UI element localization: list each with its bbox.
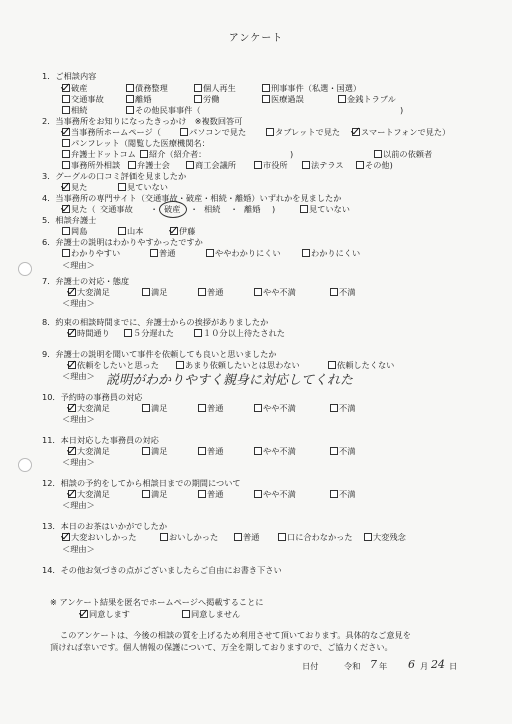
checkbox-checked[interactable] xyxy=(68,288,76,296)
binder-hole xyxy=(18,262,32,276)
checkbox[interactable] xyxy=(254,161,262,169)
checkbox-checked[interactable] xyxy=(62,128,70,136)
q1-option[interactable]: 交通事故 xyxy=(62,95,104,103)
q7-reason-label: ＜理由＞ xyxy=(62,298,95,308)
binder-hole xyxy=(18,458,32,472)
q2-option-pc[interactable]: パソコンで見た xyxy=(180,128,246,136)
checkbox[interactable] xyxy=(206,249,214,257)
checkbox[interactable] xyxy=(186,161,194,169)
checkbox[interactable] xyxy=(180,128,188,136)
q8-option[interactable]: ５分遅れた xyxy=(124,329,174,337)
q2-option-outside[interactable]: 事務所外相談 xyxy=(62,161,120,169)
checkbox[interactable] xyxy=(118,227,126,235)
q5-option[interactable]: 山本 xyxy=(118,227,143,235)
checkbox-checked[interactable] xyxy=(170,227,178,235)
checkbox[interactable] xyxy=(126,84,134,92)
checkbox-checked[interactable] xyxy=(68,447,76,455)
q11-option[interactable]: 大変満足 xyxy=(68,447,110,455)
checkbox[interactable] xyxy=(194,84,202,92)
q1-option[interactable]: 個人再生 xyxy=(194,84,236,92)
checkbox-checked[interactable] xyxy=(68,404,76,412)
q8-label: 8．約束の相談時間までに、弁護士からの挨拶がありましたか xyxy=(42,317,269,327)
checkbox[interactable] xyxy=(330,447,338,455)
q3-option-seen[interactable]: 見た xyxy=(62,183,87,191)
checkbox[interactable] xyxy=(194,329,202,337)
checkbox-checked[interactable] xyxy=(62,183,70,191)
q7-option[interactable]: 大変満足 xyxy=(68,288,110,296)
q2-option-tablet[interactable]: タブレットで見た xyxy=(266,128,340,136)
q4-separator: ・ xyxy=(230,204,239,214)
checkbox-checked[interactable] xyxy=(62,205,70,213)
q10-option[interactable]: 不満 xyxy=(330,404,355,412)
checkbox[interactable] xyxy=(302,249,310,257)
q4-label: 4．当事務所の専門サイト（交通事故・破産・相続・離婚）いずれかを見ましたか xyxy=(42,193,342,203)
checkbox[interactable] xyxy=(302,161,310,169)
q2-close-paren-a: ) xyxy=(290,149,294,159)
q11-option[interactable]: 不満 xyxy=(330,447,355,455)
checkbox-checked[interactable] xyxy=(80,610,88,618)
checkbox[interactable] xyxy=(62,150,70,158)
q10-option[interactable]: やや不満 xyxy=(254,404,296,412)
checkbox[interactable] xyxy=(328,361,336,369)
q3-option-not-seen[interactable]: 見ていない xyxy=(118,183,168,191)
q6-label: 6．弁護士の説明はわかりやすかったですか xyxy=(42,237,203,247)
q11-option[interactable]: やや不満 xyxy=(254,447,296,455)
date-month-unit: 月 xyxy=(420,661,429,671)
q14-label: 14．その他お気づきの点がございましたらご自由にお書き下さい xyxy=(42,565,282,575)
q11-reason-label: ＜理由＞ xyxy=(62,457,95,467)
checkbox-checked[interactable] xyxy=(62,533,70,541)
checkbox[interactable] xyxy=(142,447,150,455)
q11-label: 11．本日対応した事務員の対応 xyxy=(42,435,159,445)
checkbox[interactable] xyxy=(150,249,158,257)
q2-option-homepage[interactable]: 当事務所ホームページ（ xyxy=(62,128,161,136)
q1-option[interactable]: その他民事事件（ xyxy=(126,106,201,114)
q11-option[interactable]: 普通 xyxy=(198,447,223,455)
checkbox[interactable] xyxy=(62,249,70,257)
q6-option[interactable]: わかりやすい xyxy=(62,249,120,257)
q13-option[interactable]: 大変残念 xyxy=(364,533,406,541)
q9-option[interactable]: 依頼をしたいと思った xyxy=(68,361,159,369)
checkbox[interactable] xyxy=(140,150,148,158)
checkbox[interactable] xyxy=(198,447,206,455)
q2-label: 2．当事務所をお知りになったきっかけ ※複数回答可 xyxy=(42,116,243,126)
date-label: 日付 xyxy=(302,661,319,671)
q1-option[interactable]: 離婚 xyxy=(126,95,151,103)
q10-option[interactable]: 普通 xyxy=(198,404,223,412)
checkbox[interactable] xyxy=(254,404,262,412)
checkbox[interactable] xyxy=(126,106,134,114)
checkbox[interactable] xyxy=(118,183,126,191)
q2-option-bengo4[interactable]: 弁護士ドットコム xyxy=(62,150,136,158)
handwritten-circle xyxy=(159,201,187,218)
q12-option[interactable]: 大変満足 xyxy=(68,490,110,498)
q6-option[interactable]: 普通 xyxy=(150,249,175,257)
checkbox[interactable] xyxy=(62,161,70,169)
handwritten-reason: 説明がわかりやすく親身に対応してくれた xyxy=(106,373,354,388)
q4-site-divorce: 離婚 xyxy=(244,204,261,214)
q13-reason-label: ＜理由＞ xyxy=(62,544,95,554)
q1-option[interactable]: 債務整理 xyxy=(126,84,168,92)
checkbox[interactable] xyxy=(254,490,262,498)
checkbox[interactable] xyxy=(278,533,286,541)
q6-option[interactable]: ややわかりにくい xyxy=(206,249,281,257)
q5-option[interactable]: 岡島 xyxy=(62,227,87,235)
checkbox[interactable] xyxy=(176,361,184,369)
date-day-unit: 日 xyxy=(449,661,458,671)
q10-label: 10．予約時の事務員の対応 xyxy=(42,392,143,402)
checkbox[interactable] xyxy=(356,161,364,169)
checkbox[interactable] xyxy=(262,95,270,103)
q2-option-chamber[interactable]: 商工会議所 xyxy=(186,161,236,169)
checkbox[interactable] xyxy=(374,150,382,158)
q1-label: 1．ご相談内容 xyxy=(42,71,97,81)
q4-site-bankruptcy: 破産 xyxy=(164,204,181,214)
publish-consent-label: ※ アンケート結果を匿名でホームページへ掲載することに xyxy=(50,597,264,607)
q2-option-referral[interactable]: 紹介（紹介者： xyxy=(140,150,206,158)
checkbox[interactable] xyxy=(126,95,134,103)
checkbox-checked[interactable] xyxy=(352,128,360,136)
q4-separator: ・ xyxy=(150,204,159,214)
q12-reason-label: ＜理由＞ xyxy=(62,500,95,510)
q2-option-pamphlet[interactable]: パンフレット（閲覧した医療機関名： xyxy=(62,139,210,147)
checkbox[interactable] xyxy=(142,404,150,412)
date-year-unit: 年 xyxy=(379,661,388,671)
checkbox[interactable] xyxy=(262,84,270,92)
q6-reason-label: ＜理由＞ xyxy=(62,260,95,270)
q13-option[interactable]: 大変おいしかった xyxy=(62,533,137,541)
footer-line-1: このアンケートは、今後の相談の質を上げるため利用させて頂いております。具体的なご意見を xyxy=(60,630,411,640)
checkbox[interactable] xyxy=(330,404,338,412)
q10-option[interactable]: 大変満足 xyxy=(68,404,110,412)
checkbox[interactable] xyxy=(198,490,206,498)
checkbox[interactable] xyxy=(124,329,132,337)
q4-option-seen[interactable]: 見た（ xyxy=(62,205,96,213)
q1-option[interactable]: 金銭トラブル xyxy=(338,95,396,103)
q9-label: 9．弁護士の説明を聞いて事件を依頼しても良いと思いましたか xyxy=(42,349,277,359)
q1-option[interactable]: 破産 xyxy=(62,84,87,92)
q13-option[interactable]: 普通 xyxy=(234,533,259,541)
checkbox[interactable] xyxy=(62,106,70,114)
checkbox[interactable] xyxy=(254,288,262,296)
q2-option-houterasu[interactable]: 法テラス xyxy=(302,161,344,169)
q1-option[interactable]: 労働 xyxy=(194,95,219,103)
checkbox[interactable] xyxy=(266,128,274,136)
checkbox[interactable] xyxy=(142,288,150,296)
checkbox[interactable] xyxy=(142,490,150,498)
checkbox[interactable] xyxy=(128,161,136,169)
date-month-value: 6 xyxy=(408,658,415,671)
q1-option[interactable]: 医療過誤 xyxy=(262,95,304,103)
q9-reason-label: ＜理由＞ xyxy=(62,371,95,381)
checkbox[interactable] xyxy=(254,447,262,455)
date-year-value: 7 xyxy=(370,658,377,671)
q8-option[interactable]: 時間通り xyxy=(68,329,110,337)
q11-option[interactable]: 満足 xyxy=(142,447,167,455)
q12-option[interactable]: やや不満 xyxy=(254,490,296,498)
checkbox-checked[interactable] xyxy=(68,361,76,369)
q12-option[interactable]: 満足 xyxy=(142,490,167,498)
q2-option-other[interactable]: その他) xyxy=(356,161,393,169)
q12-label: 12．相談の予約をしてから相談日までの期間について xyxy=(42,478,241,488)
q5-option[interactable]: 伊藤 xyxy=(170,227,195,235)
checkbox[interactable] xyxy=(194,95,202,103)
q7-label: 7．弁護士の対応・態度 xyxy=(42,276,130,286)
q10-reason-label: ＜理由＞ xyxy=(62,414,95,424)
checkbox[interactable] xyxy=(330,490,338,498)
q2-option-cityhall[interactable]: 市役所 xyxy=(254,161,288,169)
q8-option[interactable]: １０分以上待たされた xyxy=(194,329,285,337)
checkbox[interactable] xyxy=(198,288,206,296)
checkbox-checked[interactable] xyxy=(68,490,76,498)
checkbox[interactable] xyxy=(182,610,190,618)
q1-option[interactable]: 刑事事件（私選・国選） xyxy=(262,84,361,92)
checkbox-checked[interactable] xyxy=(68,329,76,337)
q7-option[interactable]: やや不満 xyxy=(254,288,296,296)
checkbox[interactable] xyxy=(62,95,70,103)
q4-site-inheritance: 相続 xyxy=(204,204,221,214)
publish-disagree-option[interactable]: 同意しません xyxy=(182,610,240,618)
checkbox[interactable] xyxy=(338,95,346,103)
checkbox[interactable] xyxy=(62,139,70,147)
publish-agree-option[interactable]: 同意します xyxy=(80,610,130,618)
checkbox[interactable] xyxy=(300,205,308,213)
checkbox[interactable] xyxy=(330,288,338,296)
q13-label: 13．本日のお茶はいかがでしたか xyxy=(42,521,168,531)
footer-line-2: 頂ければ幸いです。個人情報の保護について、万全を期しておりますので、ご協力ください。 xyxy=(50,642,393,652)
checkbox[interactable] xyxy=(160,533,168,541)
q12-option[interactable]: 普通 xyxy=(198,490,223,498)
checkbox[interactable] xyxy=(364,533,372,541)
q9-option[interactable]: 依頼したくない xyxy=(328,361,394,369)
q2-option-bar[interactable]: 弁護士会 xyxy=(128,161,170,169)
q4-close-paren: ) xyxy=(272,204,276,214)
checkbox[interactable] xyxy=(62,227,70,235)
q3-label: 3．グーグルの口コミ評価を見ましたか xyxy=(42,171,187,181)
q1-close-paren: ) xyxy=(400,105,404,115)
q9-option[interactable]: あまり依頼したいとは思わない xyxy=(176,361,300,369)
q4-separator: ・ xyxy=(190,204,199,214)
q7-option[interactable]: 不満 xyxy=(330,288,355,296)
q13-option[interactable]: 口に合わなかった xyxy=(278,533,353,541)
q7-option[interactable]: 満足 xyxy=(142,288,167,296)
q13-option[interactable]: おいしかった xyxy=(160,533,218,541)
checkbox[interactable] xyxy=(198,404,206,412)
q4-option-not-seen[interactable]: 見ていない xyxy=(300,205,350,213)
q2-option-smartphone[interactable]: スマートフォンで見た） xyxy=(352,128,450,136)
q12-option[interactable]: 不満 xyxy=(330,490,355,498)
q6-option[interactable]: わかりにくい xyxy=(302,249,360,257)
checkbox-checked[interactable] xyxy=(62,84,70,92)
date-era: 令和 xyxy=(344,661,361,671)
q2-option-former-client[interactable]: 以前の依頼者 xyxy=(374,150,432,158)
date-day-value: 24 xyxy=(431,658,445,671)
q10-option[interactable]: 満足 xyxy=(142,404,167,412)
q5-label: 5．相談弁護士 xyxy=(42,215,97,225)
q1-option[interactable]: 相続 xyxy=(62,106,87,114)
q4-site-traffic: 交通事故 xyxy=(100,204,133,214)
page-title: アンケート xyxy=(228,33,284,44)
checkbox[interactable] xyxy=(234,533,242,541)
q7-option[interactable]: 普通 xyxy=(198,288,223,296)
